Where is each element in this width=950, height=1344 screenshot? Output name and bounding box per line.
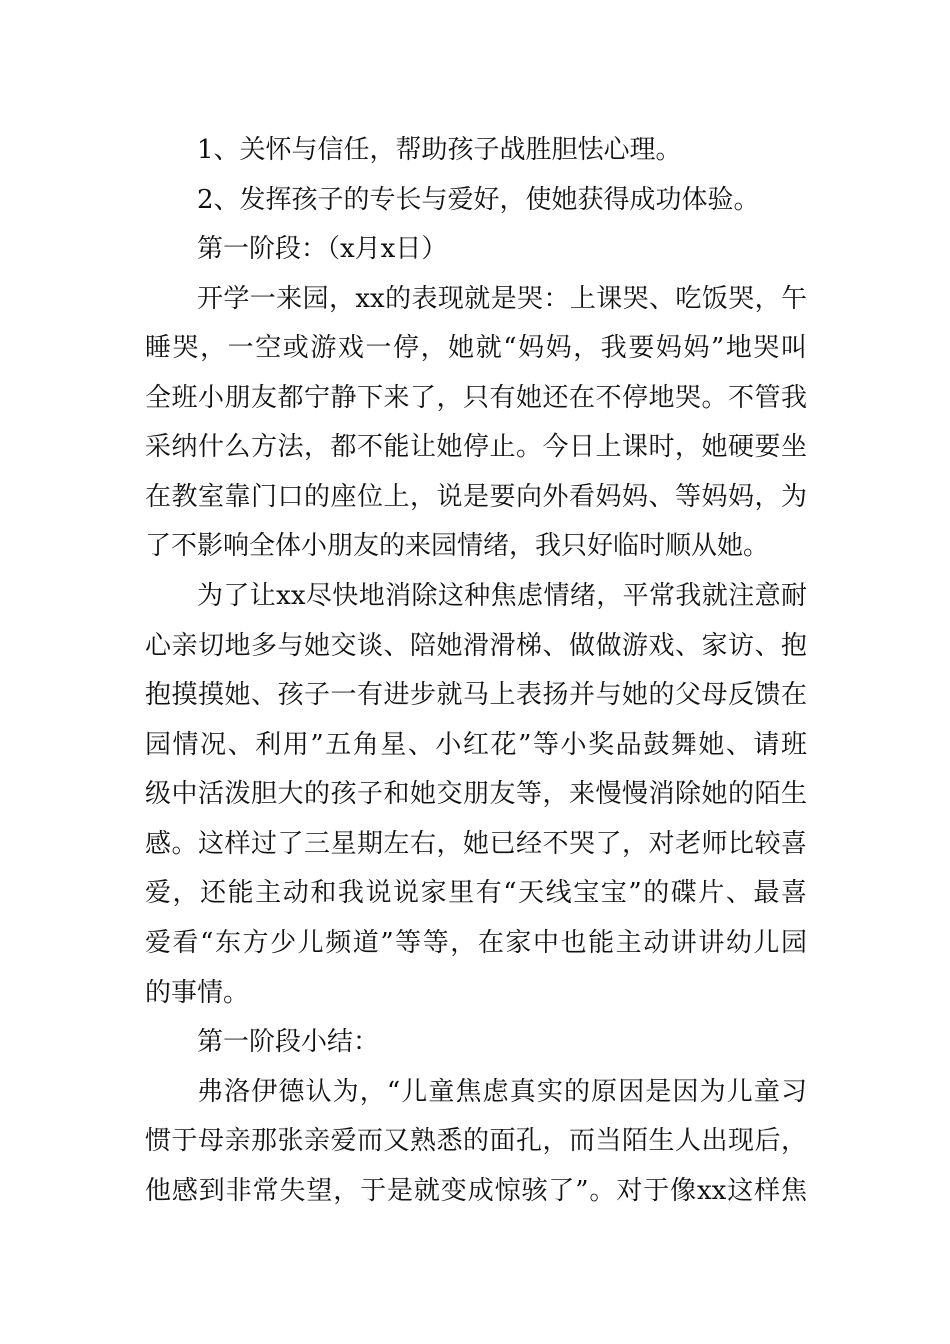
paragraph-line-13: 园情况、利用”五角星、小红花”等小奖品鼓舞她、请班 <box>145 730 807 760</box>
paragraph-line-20: 弗洛伊德认为，“儿童焦虑真实的原因是因为儿童习 <box>197 1077 807 1107</box>
paragraph-line-5: 睡哭，一空或游戏一停，她就“妈妈，我要妈妈”地哭叫 <box>145 333 807 363</box>
paragraph-line-10: 为了让xx尽快地消除这种焦虑情绪，平常我就注意耐 <box>197 581 807 611</box>
paragraph-line-17: 爱看“东方少儿频道”等等，在家中也能主动讲讲幼儿园 <box>145 928 807 958</box>
paragraph-line-6: 全班小朋友都宁静下来了，只有她还在不停地哭。不管我 <box>145 383 807 413</box>
paragraph-line-15: 感。这样过了三星期左右，她已经不哭了，对老师比较喜 <box>145 829 807 859</box>
paragraph-line-16: 爱，还能主动和我说说家里有“天线宝宝”的碟片、最喜 <box>145 878 807 908</box>
paragraph-line-8: 在教室靠门口的座位上，说是要向外看妈妈、等妈妈，为 <box>145 482 807 512</box>
paragraph-line-14: 级中活泼胆大的孩子和她交朋友等，来慢慢消除她的陌生 <box>145 779 807 809</box>
paragraph-line-11: 心亲切地多与她交谈、陪她滑滑梯、做做游戏、家访、抱 <box>145 631 807 661</box>
paragraph-line-7: 采纳什么方法，都不能让她停止。今日上课时，她硬要坐 <box>145 432 807 462</box>
paragraph-line-12: 抱摸摸她、孩子一有进步就马上表扬并与她的父母反馈在 <box>145 680 807 710</box>
section-heading-stage-one-summary: 第一阶段小结： <box>197 1027 380 1057</box>
paragraph-line-21: 惯于母亲那张亲爱而又熟悉的面孔，而当陌生人出现后， <box>145 1126 807 1156</box>
paragraph-line-4: 开学一来园，xx的表现就是哭：上课哭、吃饭哭，午 <box>197 284 807 314</box>
paragraph-line-1: 1、关怀与信任，帮助孩子战胜胆怯心理。 <box>197 135 682 165</box>
paragraph-line-9: 了不影响全体小朋友的来园情绪，我只好临时顺从她。 <box>145 531 770 561</box>
paragraph-line-22: 他感到非常失望，于是就变成惊骇了”。对于像xx这样焦 <box>145 1176 807 1206</box>
paragraph-line-18: 的事情。 <box>145 978 250 1008</box>
paragraph-line-2: 2、发挥孩子的专长与爱好，使她获得成功体验。 <box>197 185 760 215</box>
section-heading-stage-one: 第一阶段：（x月x日） <box>197 234 448 264</box>
